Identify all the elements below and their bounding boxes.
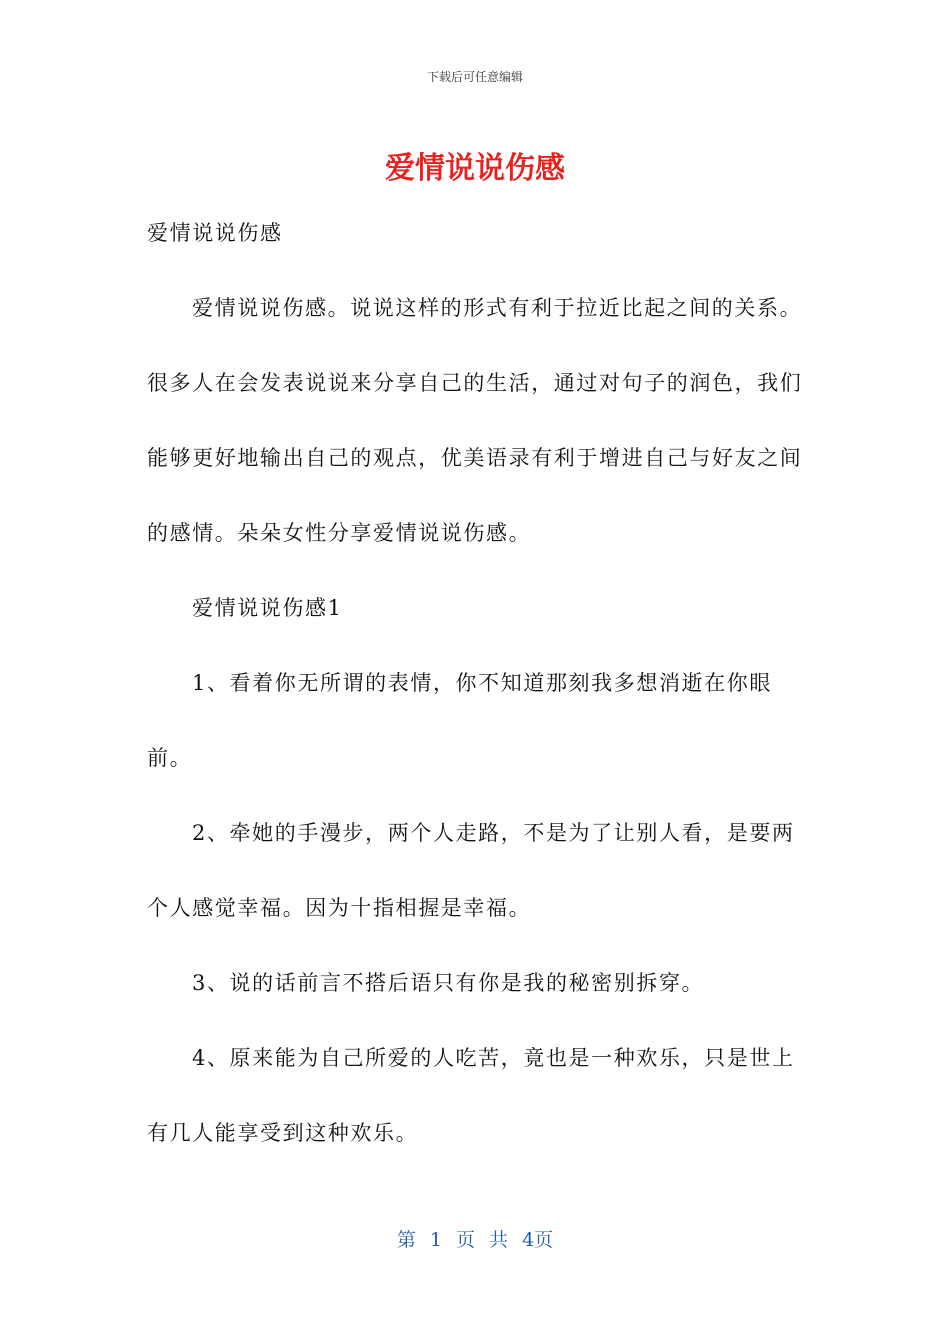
list-item: 3、说的话前言不搭后语只有你是我的秘密别拆穿。 <box>192 971 705 995</box>
document-subtitle: 爱情说说伤感 <box>147 221 283 245</box>
list-item: 2、牵她的手漫步，两个人走路，不是为了让别人看，是要两个人感觉幸福。因为十指相握是幸福。 <box>147 821 795 920</box>
section-heading: 爱情说说伤感1 <box>192 596 343 620</box>
page-indicator: 第 1 页 共 4页 <box>396 1229 554 1251</box>
header-note: 下载后可任意编辑 <box>426 70 523 84</box>
list-item: 4、原来能为自己所爱的人吃苦，竟也是一种欢乐，只是世上有几人能享受到这种欢乐。 <box>147 1046 795 1145</box>
document-title: 爱情说说伤感 <box>385 151 565 186</box>
list-item: 1、看着你无所谓的表情，你不知道那刻我多想消逝在你眼前。 <box>147 671 772 770</box>
document-body <box>147 196 807 1171</box>
intro-paragraph: 爱情说说伤感。说说这样的形式有利于拉近比起之间的关系。很多人在会发表说说来分享自己的生活，通过对句子的润色，我们能够更好地输出自己的观点，优美语录有利于增进自己与好友之间的感情。朵朵女性分享爱情说说伤感。 <box>147 296 803 545</box>
